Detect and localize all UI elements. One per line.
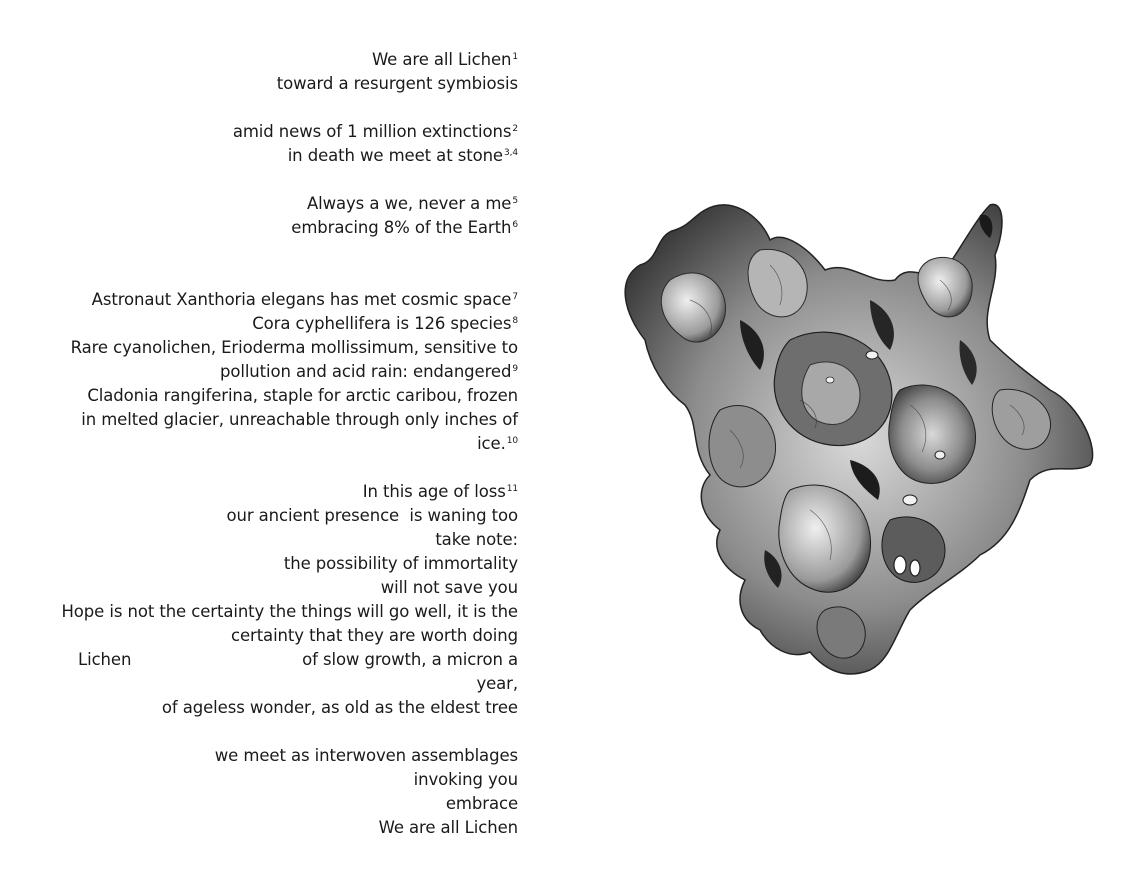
poem-line: embracing 8% of the Earth$^6$: [291, 218, 518, 237]
poem-line: in death we meet at stone$^{3,4}$: [287, 146, 518, 165]
poem-line: Cora cyphellifera is 126 species$^8$: [252, 314, 518, 333]
poem-line: pollution and acid rain: endangered$^9$: [219, 362, 518, 381]
poem-line: We are all Lichen: [378, 818, 518, 837]
poem-line: embrace: [445, 794, 518, 813]
poem-column: [40, 48, 518, 840]
poem-line: in melted glacier, unreachable through only inches of: [81, 410, 518, 429]
poem-line: certainty that they are worth doing: [230, 626, 518, 645]
poem-line: Hope is not the certainty the things will go well, it is the: [61, 602, 518, 621]
poem-line: toward a resurgent symbiosis: [276, 74, 518, 93]
poem-line: Rare cyanolichen, Erioderma mollissimum, sensitive to: [70, 338, 518, 357]
poem-line: will not save you: [380, 578, 518, 597]
poem-line: Always a we, never a $me^5$: [306, 194, 518, 213]
poem-line-split: [40, 648, 518, 672]
poem-line: of ageless wonder, as old as the eldest tree: [161, 698, 518, 717]
poem-line: the possibility of immortality: [283, 554, 518, 573]
poem-line: In this age of loss$^{11}$: [362, 482, 518, 501]
poem-line: take note:: [435, 530, 518, 549]
lichen-drawing-icon: [610, 190, 1110, 690]
poem-line-right: of slow growth, a micron a: [302, 650, 518, 669]
poem-line: year,: [476, 674, 518, 693]
poem-line: Cladonia rangiferina, staple for arctic caribou, frozen: [87, 386, 518, 405]
poem-line: we meet as interwoven assemblages: [214, 746, 518, 765]
lichen-word: Lichen: [78, 650, 132, 669]
poem-line: invoking you: [413, 770, 518, 789]
poem-line: amid news of 1 million extinctions$^2$: [232, 122, 518, 141]
poem-line: our ancient presence is waning too: [226, 506, 518, 525]
poem-line: ice.$^{10}$: [477, 434, 518, 453]
poem-line: We are all Lichen$^1$: [371, 50, 518, 69]
poem-line: Astronaut Xanthoria elegans has met cosmic space$^7$: [91, 290, 518, 309]
